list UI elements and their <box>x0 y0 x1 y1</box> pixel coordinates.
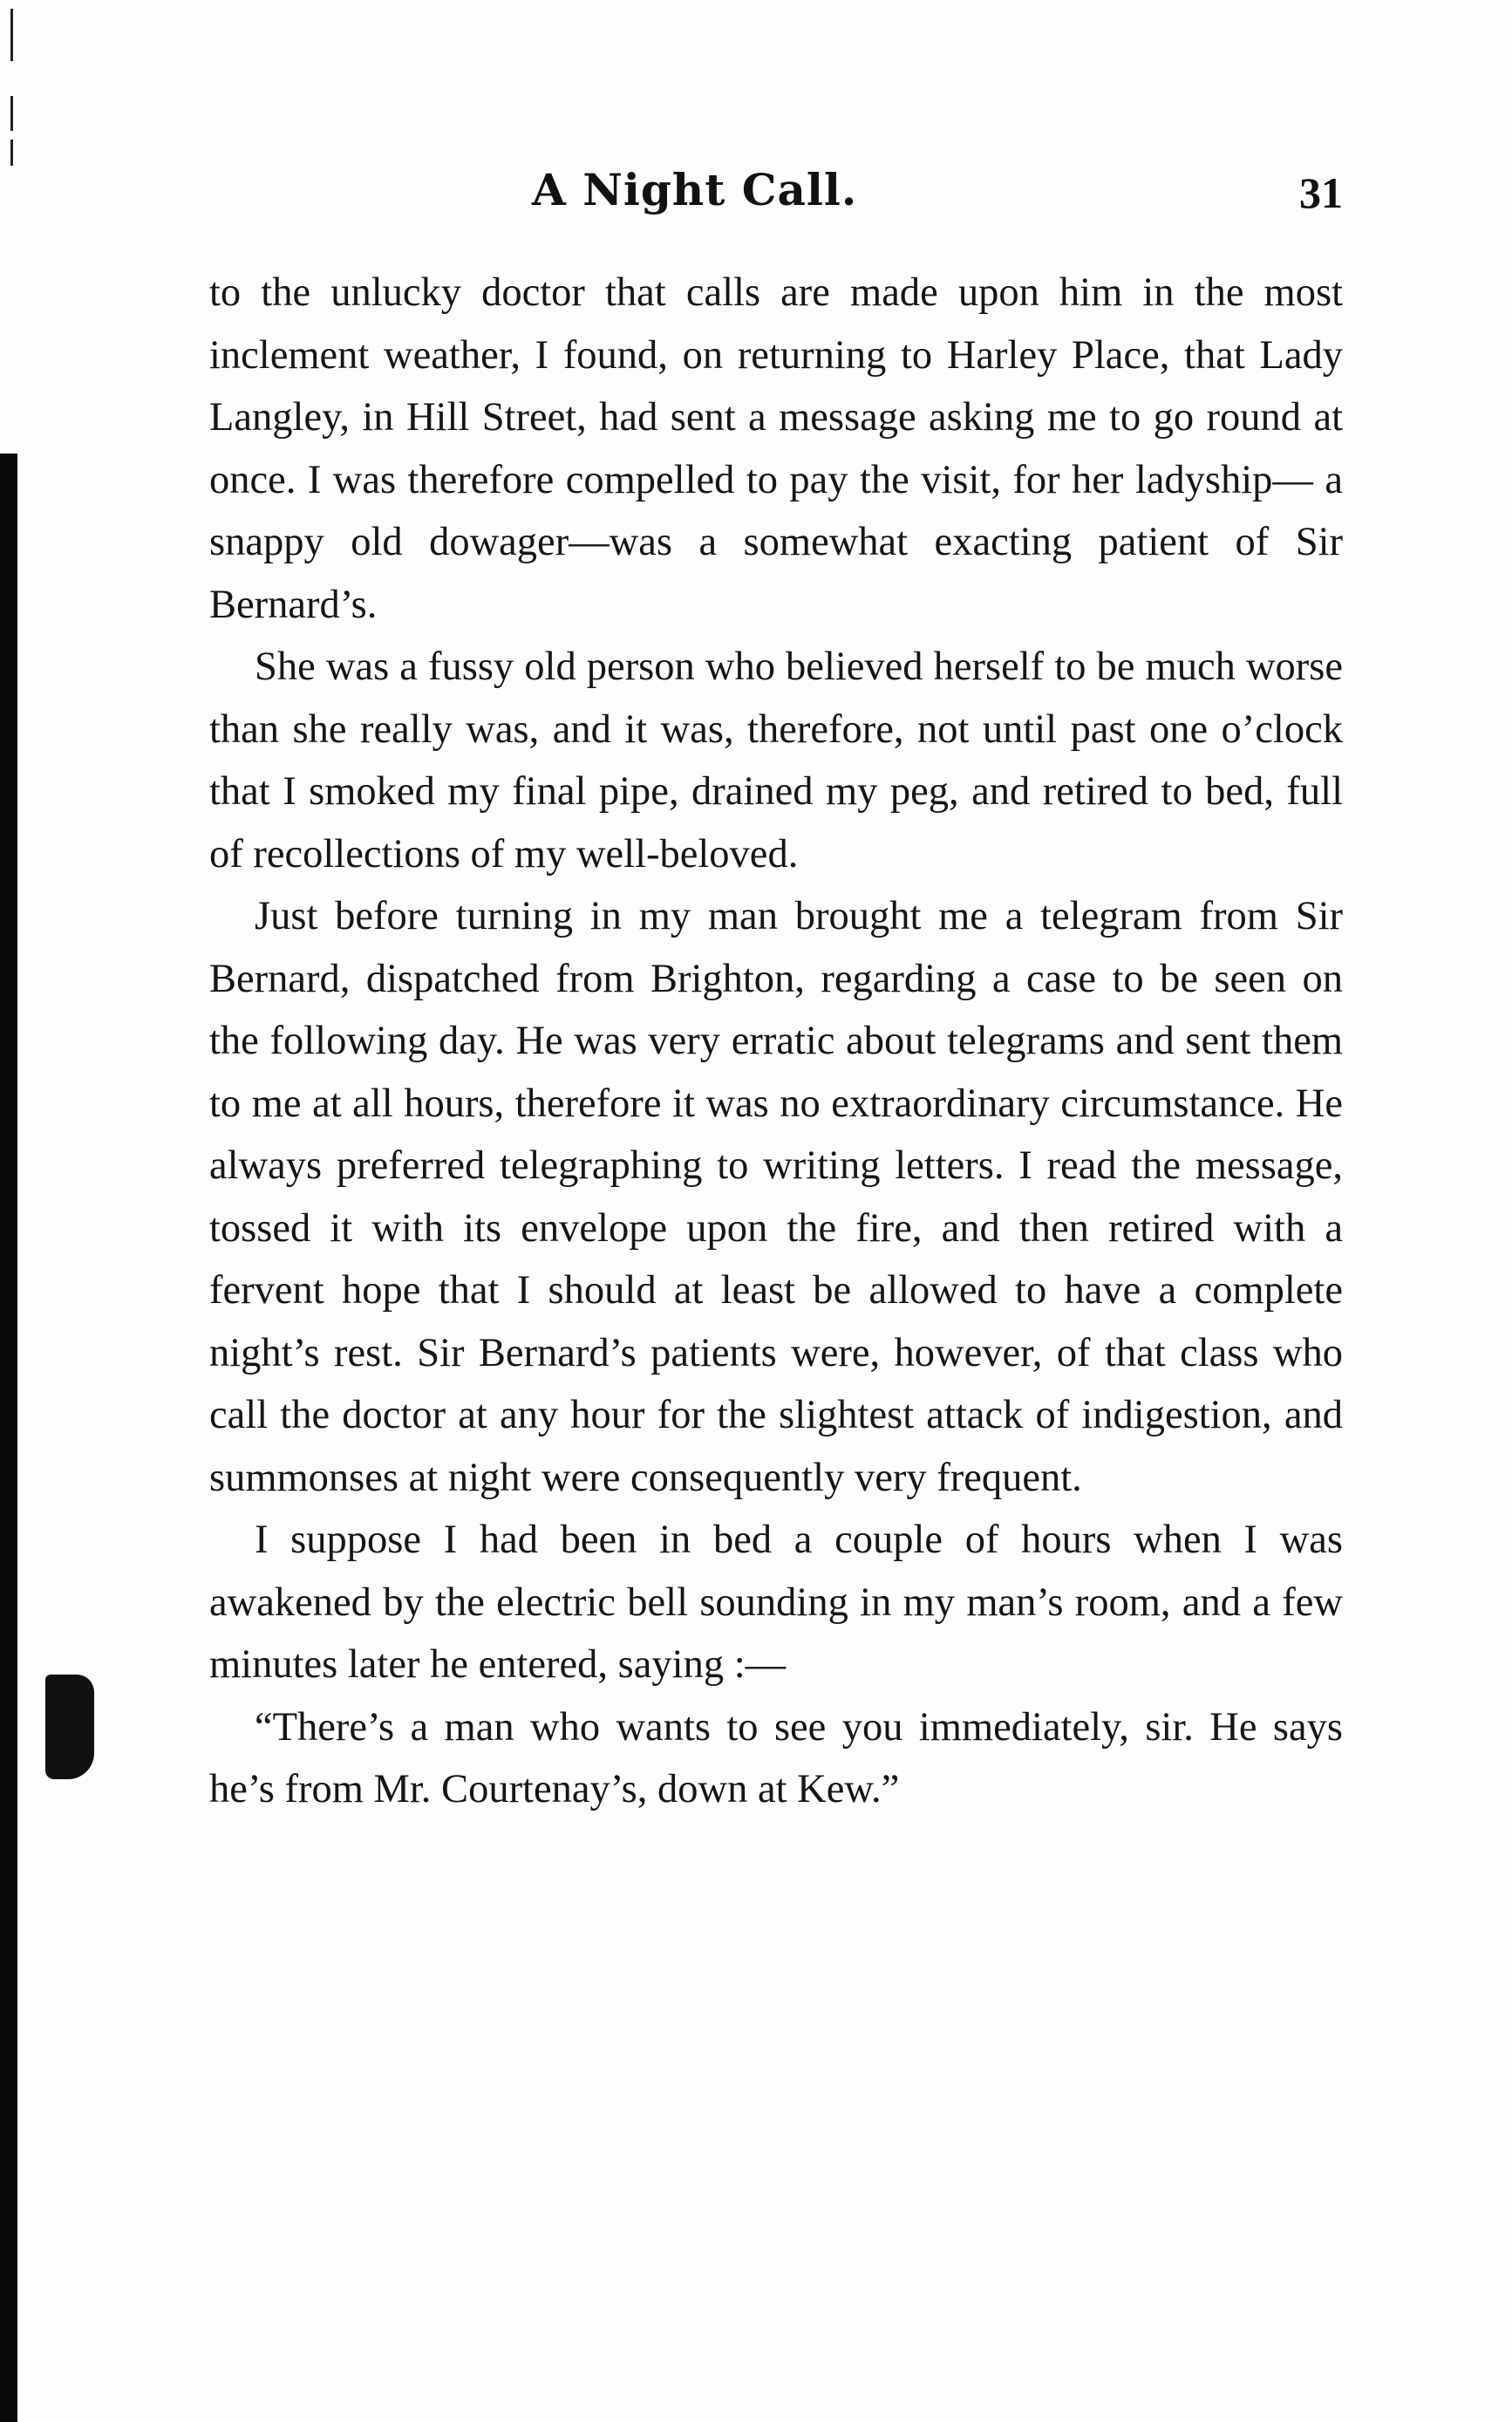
page-number: 31 <box>1299 168 1343 217</box>
scan-ink-blot <box>45 1675 94 1779</box>
running-head <box>209 157 1343 235</box>
scan-edge-mark <box>10 9 13 61</box>
paragraph: She was a fussy old person who believed herself to be much worse than she really was, and it was, therefore, not until past one o’clock that I smoked my final pipe, drained my peg, and retired to bed, full of recollections of my well-beloved. <box>209 645 1343 877</box>
scan-edge-mark <box>10 140 13 166</box>
paragraph: Just before turning in my man brought me a telegram from Sir Bernard, dispatched from Brighton, regarding a case to be seen on the following day. He was very erratic about telegrams and sent them to me at all hours, therefore it was no extraordinary circumstance. He always preferred telegraphing to writing letters. I read the message, tossed it with its envelope upon the fire, and then retired with a fervent hope that I should at least be allowed to have a complete night’s rest. Sir Bernard’s patients were, however, of that class who call the doctor at any hour for the slightest attack of indigestion, and summonses at night were consequently very frequent. <box>209 894 1343 1500</box>
scan-edge-shadow <box>0 454 17 2422</box>
body-text <box>209 262 1343 1821</box>
paragraph-dialogue: “There’s a man who wants to see you immediately, sir. He says he’s from Mr. Courtenay’s, down at Kew.” <box>209 1704 1343 1811</box>
paragraph: I suppose I had been in bed a couple of hours when I was awakened by the electric bell sounding in my man’s room, and a few minutes later he entered, saying :— <box>209 1518 1343 1687</box>
running-title: A Night Call. <box>532 164 858 215</box>
scan-edge-mark <box>10 96 13 131</box>
paragraph-continued: to the unlucky doctor that calls are made upon him in the most inclement weather, I found, on returning to Harley Place, that Lady Langley, in Hill Street, had sent a message asking me to go round at once. I was therefore compelled to pay the visit, for her ladyship— a snappy old dowager—was a somewhat exacting patient of Sir Bernard’s. <box>209 270 1343 627</box>
